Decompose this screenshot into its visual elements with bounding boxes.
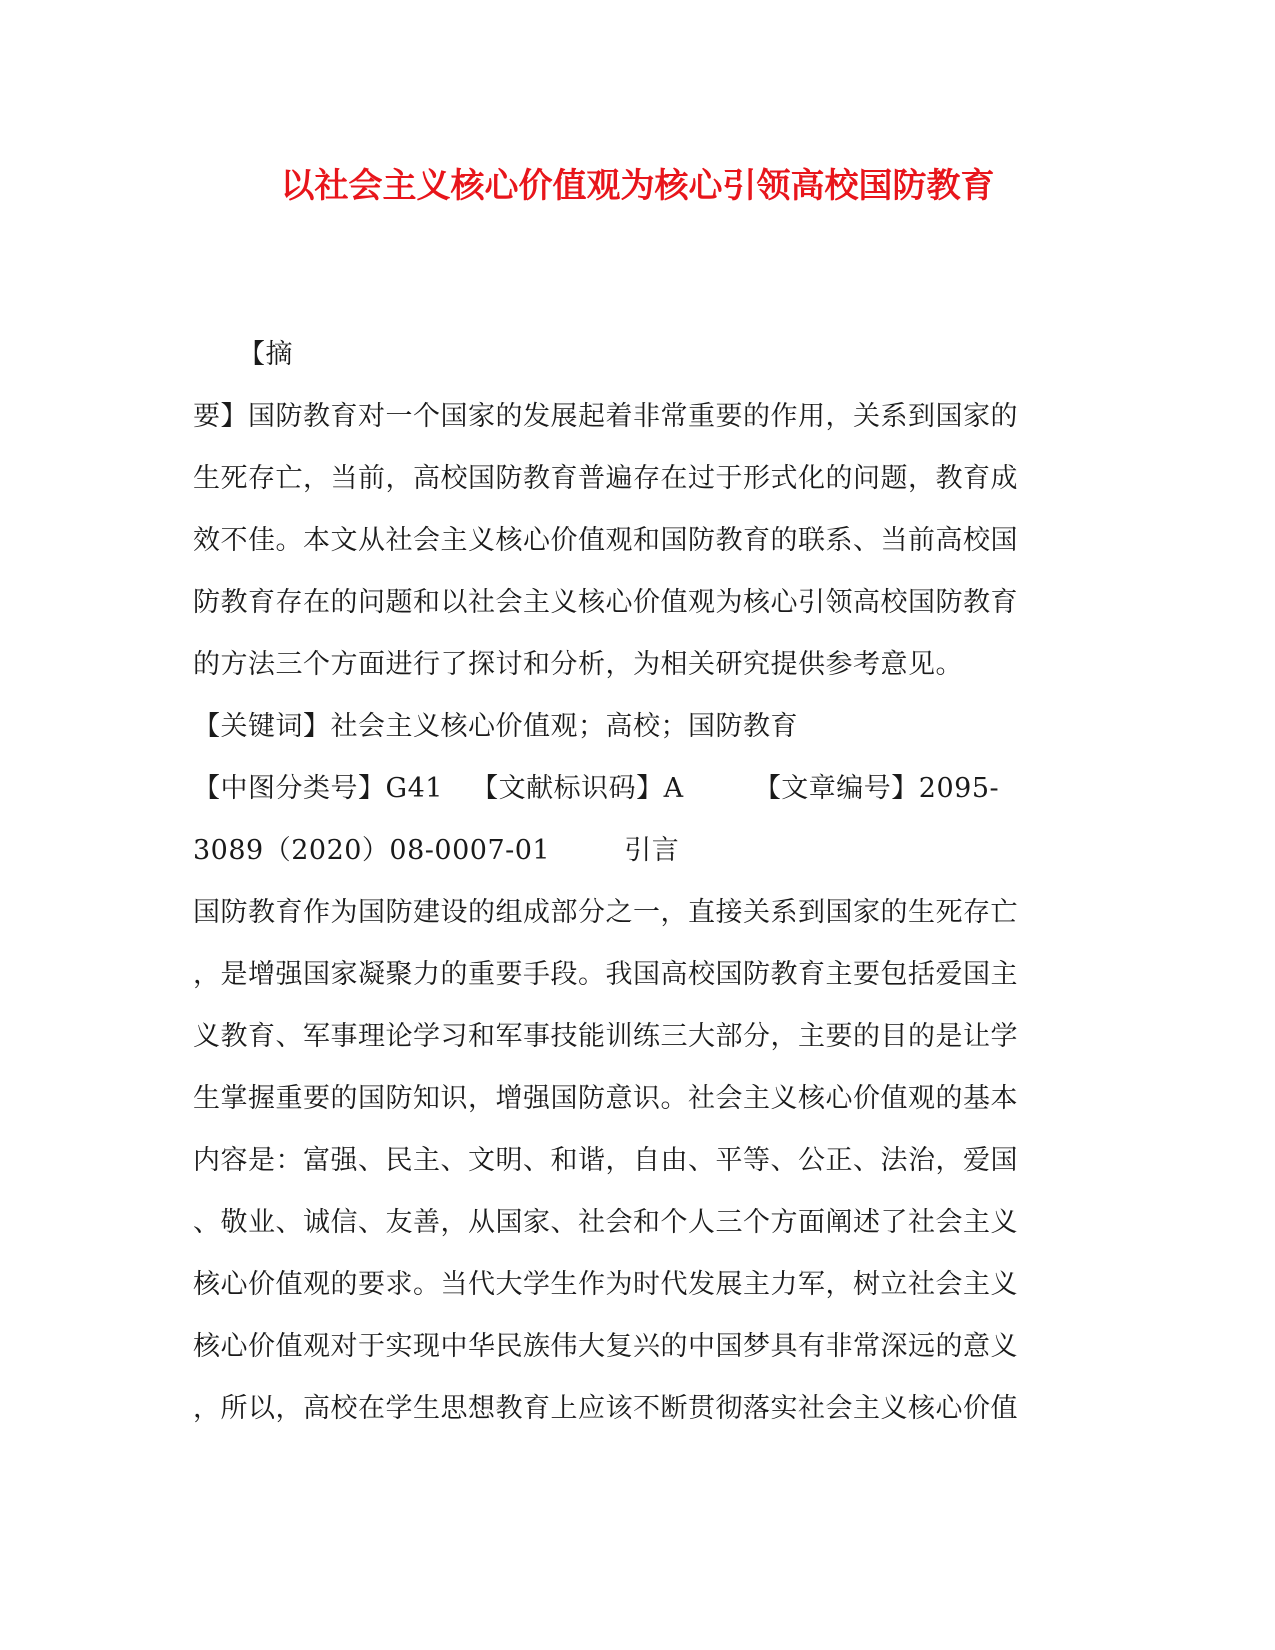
body-line: 生掌握重要的国防知识，增强国防意识。社会主义核心价值观的基本 xyxy=(193,1083,1018,1114)
article-number-continued-line xyxy=(193,831,679,871)
abstract-line: 要】国防教育对一个国家的发展起着非常重要的作用，关系到国家的 xyxy=(193,401,1018,432)
body-line: ，所以，高校在学生思想教育上应该不断贯彻落实社会主义核心价值 xyxy=(193,1393,1018,1424)
document-title: 以社会主义核心价值观为核心引领高校国防教育 xyxy=(280,166,995,206)
abstract-line: 效不佳。本文从社会主义核心价值观和国防教育的联系、当前高校国 xyxy=(193,525,1018,556)
classification-line xyxy=(193,769,999,809)
document-code: 【文献标识码】A xyxy=(471,773,684,804)
article-number: 【文章编号】2095- xyxy=(753,773,1000,804)
body-line: 内容是：富强、民主、文明、和谐，自由、平等、公正、法治，爱国 xyxy=(193,1145,1018,1176)
keywords-line: 【关键词】社会主义核心价值观；高校；国防教育 xyxy=(193,711,798,742)
body-line: 、敬业、诚信、友善，从国家、社会和个人三个方面阐述了社会主义 xyxy=(193,1207,1018,1238)
body-line: 核心价值观的要求。当代大学生作为时代发展主力军，树立社会主义 xyxy=(193,1269,1018,1300)
article-number-continued: 3089（2020）08-0007-01 xyxy=(193,835,551,866)
clc-number: 【中图分类号】G41 xyxy=(193,773,443,804)
body-line: 义教育、军事理论学习和军事技能训练三大部分，主要的目的是让学 xyxy=(193,1021,1018,1052)
abstract-line: 防教育存在的问题和以社会主义核心价值观为核心引领高校国防教育 xyxy=(193,587,1018,618)
body-line: ，是增强国家凝聚力的重要手段。我国高校国防教育主要包括爱国主 xyxy=(193,959,1018,990)
abstract-line: 的方法三个方面进行了探讨和分析，为相关研究提供参考意见。 xyxy=(193,649,963,680)
abstract-line: 生死存亡，当前，高校国防教育普遍存在过于形式化的问题，教育成 xyxy=(193,463,1018,494)
body-line: 核心价值观对于实现中华民族伟大复兴的中国梦具有非常深远的意义 xyxy=(193,1331,1018,1362)
abstract-label-start: 【摘 xyxy=(238,339,293,370)
body-line: 国防教育作为国防建设的组成部分之一，直接关系到国家的生死存亡 xyxy=(193,897,1018,928)
intro-heading: 引言 xyxy=(624,835,680,866)
